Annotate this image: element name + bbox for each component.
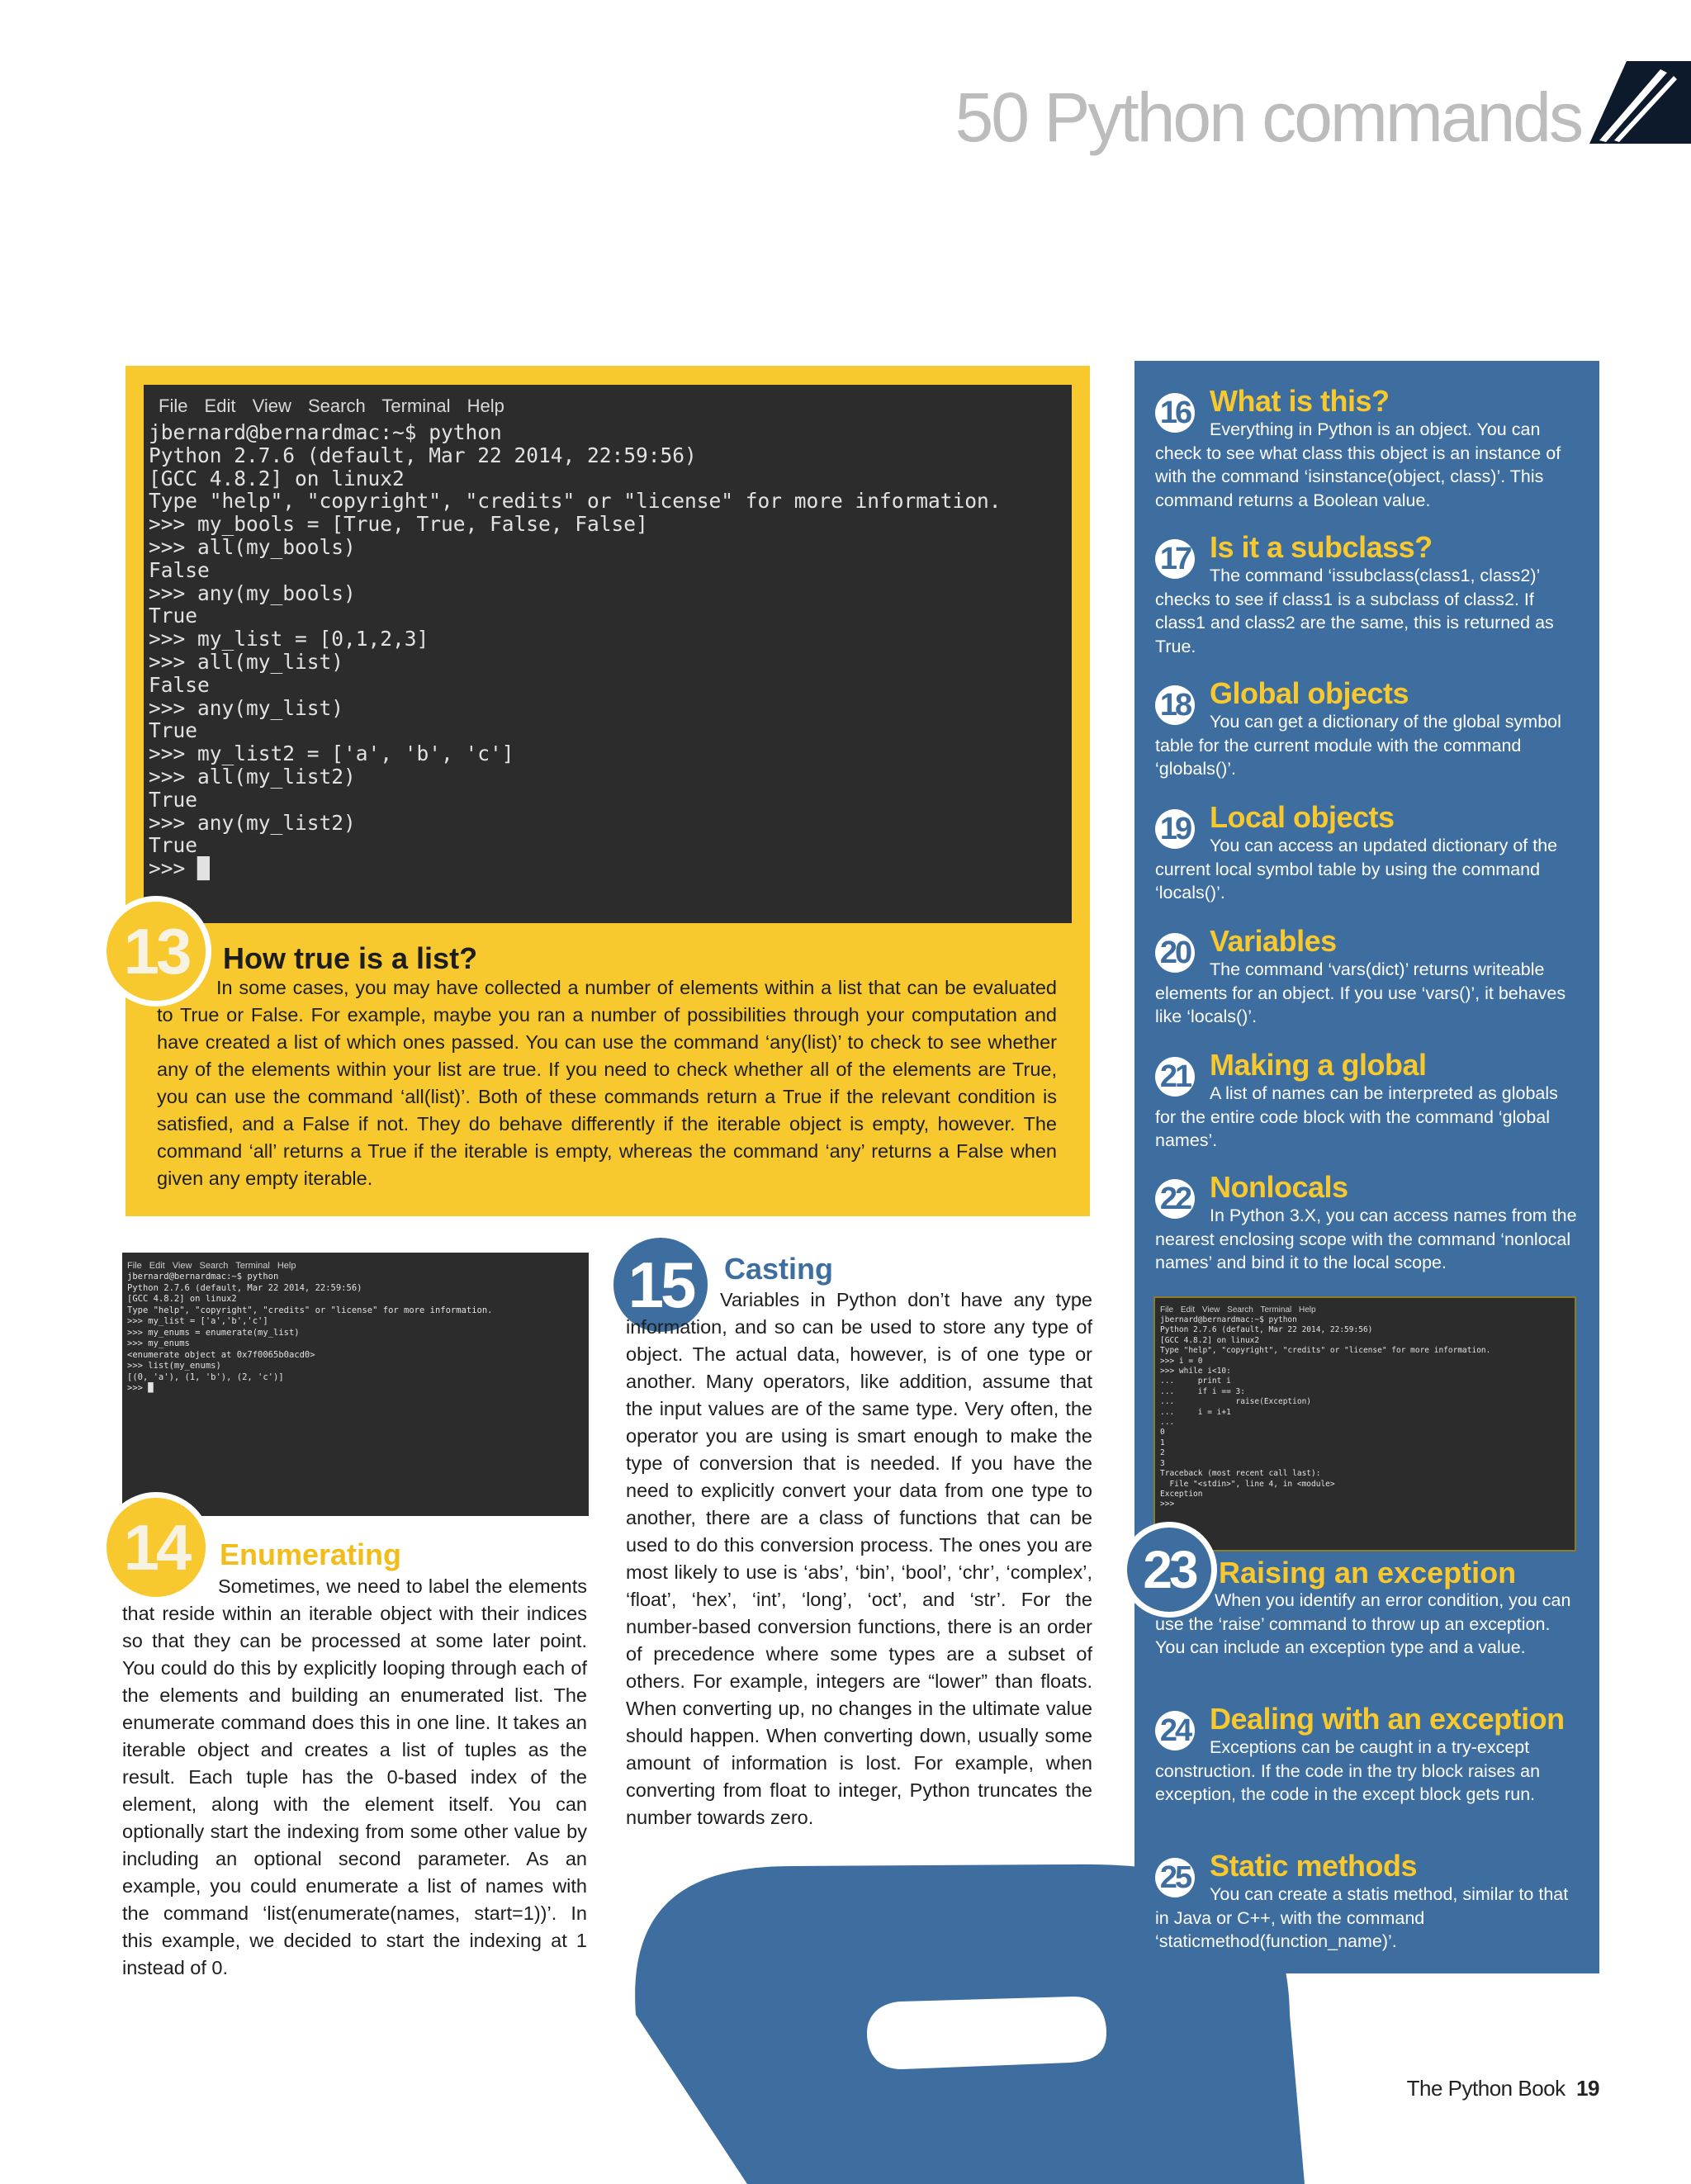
sidebar-item-heading: Dealing with an exception xyxy=(1210,1702,1565,1736)
terminal-line: Python 2.7.6 (default, Mar 22 2014, 22:59:56) xyxy=(127,1282,362,1293)
terminal-line: ... i = i+1 xyxy=(1160,1407,1231,1417)
terminal-line: >>> while i<10: xyxy=(1160,1367,1231,1376)
terminal-line: True xyxy=(149,787,198,812)
terminal-line: >>> xyxy=(1160,1499,1175,1509)
terminal-screenshot-14 xyxy=(122,1253,589,1516)
terminal-line: Type "help", "copyright", "credits" or "license" for more information. xyxy=(1160,1346,1491,1356)
sidebar-item-heading: Nonlocals xyxy=(1210,1170,1348,1204)
terminal-line: [(0, 'a'), (1, 'b'), (2, 'c')] xyxy=(127,1372,284,1382)
section-15-number-badge: 15 xyxy=(608,1232,713,1338)
terminal-line: Python 2.7.6 (default, Mar 22 2014, 22:59:56) xyxy=(1160,1325,1373,1335)
terminal-line: Type "help", "copyright", "credits" or "license" for more information. xyxy=(149,489,1002,514)
page-number: 19 xyxy=(1576,2076,1599,2101)
sidebar-item-body: Everything in Python is an object. You can check to see what class this object is an instance of with the command ‘isinstance(object, class)’. This command returns a Boolean value. xyxy=(1155,419,1561,510)
terminal-line: File "<stdin>", line 4, in <module> xyxy=(1160,1479,1335,1489)
terminal-line: True xyxy=(149,833,198,858)
terminal-line: ... print i xyxy=(1160,1376,1231,1386)
terminal-line: >>> all(my_bools) xyxy=(149,534,356,559)
section-15-heading: Casting xyxy=(724,1252,834,1286)
terminal-line: >>> any(my_bools) xyxy=(149,580,356,605)
terminal-line: jbernard@bernardmac:~$ python xyxy=(127,1272,279,1282)
sidebar-item-heading: Making a global xyxy=(1210,1048,1427,1082)
terminal-line: >>> list(my_enums) xyxy=(127,1361,221,1371)
page-header-title: 50 Python commands xyxy=(954,78,1581,156)
terminal-screenshot-23 xyxy=(1153,1296,1576,1552)
terminal-output xyxy=(1160,1315,1570,1510)
sidebar-item-heading: Static methods xyxy=(1210,1849,1418,1883)
terminal-line: 3 xyxy=(1160,1458,1165,1468)
quill-logo-icon xyxy=(1581,61,1691,144)
terminal-line: Type "help", "copyright", "credits" or "license" for more information. xyxy=(127,1305,493,1315)
sidebar-item-body: A list of names can be interpreted as globals for the entire code block with the command ‘global names’. xyxy=(1155,1083,1558,1150)
terminal-line: Exception xyxy=(1160,1489,1203,1499)
section-13-body: In some cases, you may have collected a number of elements within a list that can be evaluated to True or False. For example, maybe you ran a number of possibilities through your computation and have created a list of which ones passed. You can use the command ‘any(list)’ to check to see whether any of the elements within your list are true. If you need to check whether all of the elements are True, you can use the command ‘all(list)’. Both of these commands return a True if the relevant condition is satisfied, and a False if not. They do behave differently if the iterable object is empty, however. The command ‘all’ returns a True if the iterable is empty, whereas the command ‘any’ returns a False when given any empty iterable. xyxy=(157,977,1057,1189)
section-23-body: When you identify an error condition, you can use the ‘raise’ command to throw up an exception. You can include an exception type and a value. xyxy=(1155,1590,1571,1657)
terminal-line: True xyxy=(149,718,198,743)
terminal-line: >>> my_list = [0,1,2,3] xyxy=(149,627,429,651)
sidebar-item-heading: Is it a subclass? xyxy=(1210,530,1433,564)
sidebar-number-badge: 25 xyxy=(1155,1858,1195,1897)
section-14-number-badge: 14 xyxy=(101,1492,211,1603)
terminal-line: False xyxy=(149,557,210,582)
terminal-line: ... raise(Exception) xyxy=(1160,1397,1312,1407)
terminal-line: >>> █ xyxy=(127,1383,154,1393)
sidebar-number-badge: 19 xyxy=(1155,809,1195,849)
terminal-screenshot-13 xyxy=(144,385,1072,923)
terminal-line: [GCC 4.8.2] on linux2 xyxy=(1160,1335,1260,1345)
terminal-line: Python 2.7.6 (default, Mar 22 2014, 22:59:56) xyxy=(149,443,697,467)
terminal-menu-bar: File Edit View Search Terminal Help xyxy=(127,1261,296,1271)
section-13-heading: How true is a list? xyxy=(223,941,478,975)
sidebar-number-badge: 16 xyxy=(1155,393,1195,433)
terminal-line: 0 xyxy=(1160,1428,1165,1438)
terminal-line: ... xyxy=(1160,1418,1175,1428)
terminal-line: >>> my_enums xyxy=(127,1338,190,1348)
terminal-line: >>> all(my_list2) xyxy=(149,764,356,789)
sidebar-item-body: Exceptions can be caught in a try-except construction. If the code in the try block raises an exception, the code in the except block gets run. xyxy=(1155,1737,1541,1804)
terminal-line: >>> my_bools = [True, True, False, False] xyxy=(149,512,648,537)
terminal-line: >>> all(my_list) xyxy=(149,649,344,674)
terminal-menu-bar: File Edit View Search Terminal Help xyxy=(1160,1305,1316,1315)
sidebar-number-badge: 22 xyxy=(1155,1179,1195,1219)
terminal-line: Traceback (most recent call last): xyxy=(1160,1469,1321,1479)
sidebar-number-badge: 18 xyxy=(1155,685,1195,725)
terminal-output xyxy=(127,1272,584,1395)
terminal-line: True xyxy=(149,604,198,628)
terminal-line: 2 xyxy=(1160,1448,1165,1458)
terminal-line: >>> my_list = ['a','b','c'] xyxy=(127,1316,268,1326)
sidebar-item-body: The command ‘vars(dict)’ returns writeable elements for an object. If you use ‘vars()’, it behaves like ‘locals()’. xyxy=(1155,959,1566,1026)
terminal-line: >>> my_list2 = ['a', 'b', 'c'] xyxy=(149,741,514,766)
sidebar-item-heading: Variables xyxy=(1210,924,1337,958)
terminal-line: >>> i = 0 xyxy=(1160,1356,1203,1366)
terminal-line: jbernard@bernardmac:~$ python xyxy=(1160,1315,1297,1324)
section-14-heading: Enumerating xyxy=(220,1537,402,1571)
sidebar-item-body: You can access an updated dictionary of the current local symbol table by using the command ‘locals()’. xyxy=(1155,836,1558,902)
terminal-line: >>> any(my_list2) xyxy=(149,810,356,835)
section-23-number-badge: 23 xyxy=(1121,1522,1217,1618)
sidebar-item-body: In Python 3.X, you can access names from the nearest enclosing scope with the command ‘nonlocal names’ and bind it to the local scope. xyxy=(1155,1206,1577,1272)
section-23-heading: Raising an exception xyxy=(1219,1556,1517,1589)
terminal-line: ... if i == 3: xyxy=(1160,1386,1245,1396)
sidebar-number-badge: 24 xyxy=(1155,1711,1195,1751)
terminal-output xyxy=(149,421,1067,880)
footer-book-title: The Python Book xyxy=(1406,2076,1565,2101)
terminal-line: 1 xyxy=(1160,1438,1165,1447)
terminal-line: >>> █ xyxy=(149,856,210,881)
sidebar-item-body: You can create a statis method, similar to that in Java or C++, with the command ‘staticmethod(function_name)’. xyxy=(1155,1884,1569,1951)
terminal-line: [GCC 4.8.2] on linux2 xyxy=(127,1294,237,1304)
page-footer xyxy=(1321,2076,1599,2101)
terminal-line: [GCC 4.8.2] on linux2 xyxy=(149,466,405,490)
terminal-line: >>> any(my_list) xyxy=(149,695,344,720)
sidebar-item-heading: Local objects xyxy=(1210,800,1395,834)
terminal-menu-bar: File Edit View Search Terminal Help xyxy=(159,396,504,416)
sidebar-item-heading: Global objects xyxy=(1210,676,1409,710)
terminal-line: <enumerate object at 0x7f0065b0acd0> xyxy=(127,1349,315,1360)
sidebar-item-body: You can get a dictionary of the global symbol table for the current module with the command ‘globals()’. xyxy=(1155,712,1561,779)
sidebar-item-body: The command ‘issubclass(class1, class2)’ checks to see if class1 is a subclass of class2. If class1 and class2 are the same, this is returned as True. xyxy=(1155,566,1554,656)
section-15-body: Variables in Python don’t have any type information, and so can be used to store any type of object. The actual data, however, is of one type or another. Many operators, like addition, assume that the input values are of the same type. Very often, the operator you are using is smart enough to make the type of conversion that is needed. If you have the need to explicitly convert your data from one type to another, there are a class of functions that can be used to do this conversion process. The ones you are most likely to use is ‘abs’, ‘bin’, ‘bool’, ‘chr’, ‘complex’, ‘float’, ‘hex’, ‘int’, ‘long’, ‘oct’, and ‘str’. For the number-based conversion functions, there is an order of precedence where some types are a subset of others. For example, integers are “lower” than floats. When converting up, no changes in the ultimate value should happen. When converting down, usually some amount of information is lost. For example, when converting from float to integer, Python truncates the number towards zero. xyxy=(626,1289,1092,1828)
terminal-line: jbernard@bernardmac:~$ python xyxy=(149,420,502,444)
terminal-line: False xyxy=(149,672,210,697)
sidebar-number-badge: 20 xyxy=(1155,933,1195,973)
section-14-body: Sometimes, we need to label the elements that reside within an iterable object with their indices so that they can be processed at some later point. You could do this by explicitly looping through each of the elements and building an enumerated list. The enumerate command does this in one line. It takes an iterable object and creates a list of tuples as the result. Each tuple has the 0-based index of the element, along with the element itself. You can optionally start the indexing from some other value by including an optional second parameter. As an example, you could enumerate a list of names with the command ‘list(enumerate(names, start=1))’. In this example, we decided to start the indexing at 1 instead of 0. xyxy=(122,1575,587,1978)
terminal-line: >>> my_enums = enumerate(my_list) xyxy=(127,1327,300,1338)
sidebar-number-badge: 21 xyxy=(1155,1057,1195,1097)
section-13-number-badge: 13 xyxy=(101,896,211,1007)
sidebar-number-badge: 17 xyxy=(1155,539,1195,579)
sidebar-item-heading: What is this? xyxy=(1210,384,1390,418)
